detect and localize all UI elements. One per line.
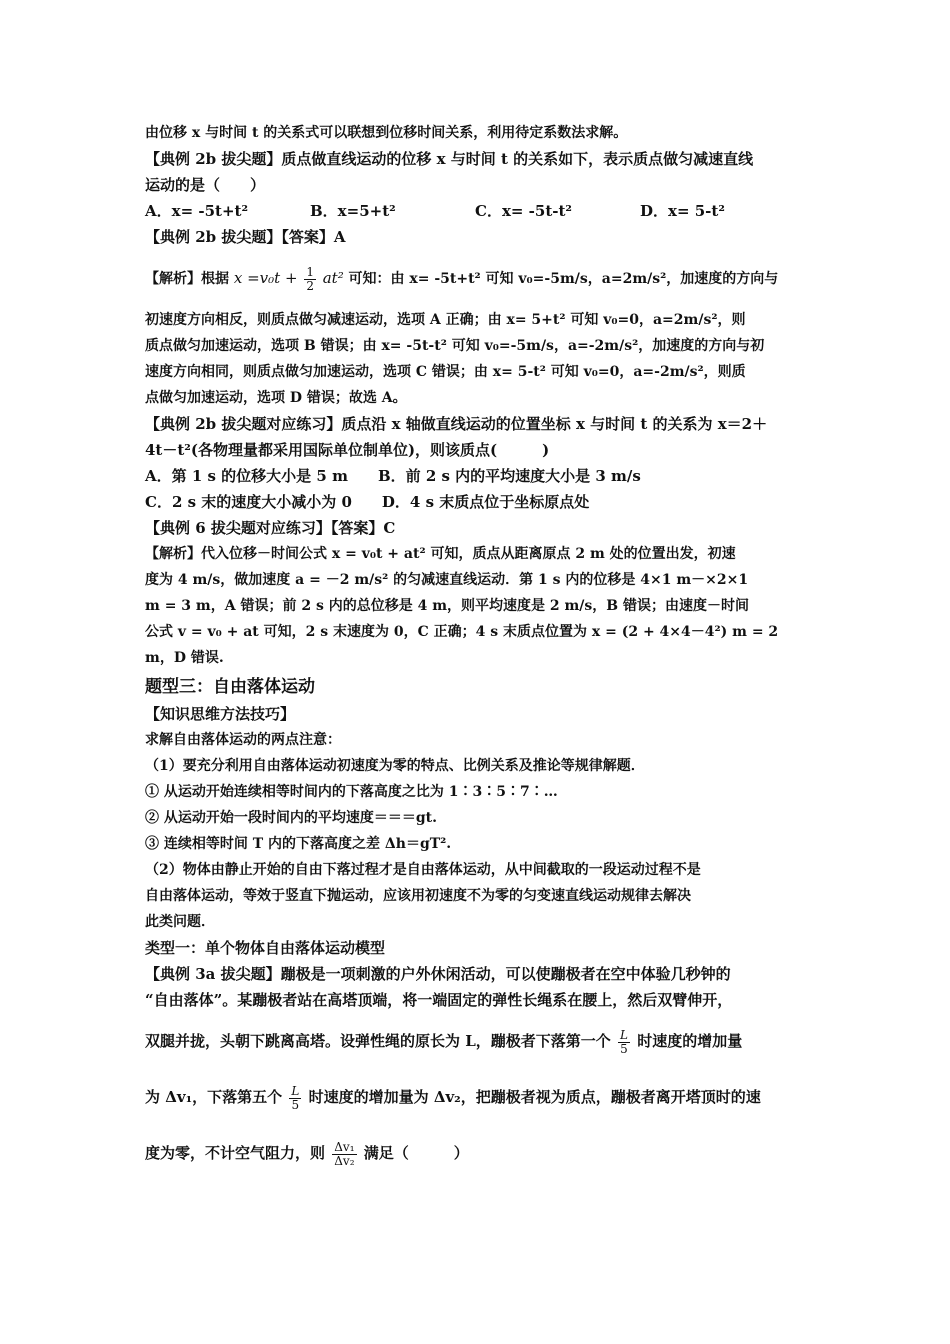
kinematic-formula bbox=[233, 264, 349, 293]
practice-options-cd: C．2 s 末的速度大小减小为 0 D．4 s 末质点位于坐标原点处 bbox=[145, 493, 590, 511]
method-text: 自由落体运动，等效于竖直下抛运动，应该用初速度不为零的匀变速直线运动规律去解决 bbox=[145, 888, 691, 904]
fraction-L-over-5 bbox=[289, 1085, 301, 1112]
option-c: C．x= -5t-t² bbox=[475, 202, 572, 220]
intro-text: 由位移 x 与时间 t 的关系式可以联想到位移时间关系，利用待定系数法求解。 bbox=[145, 125, 628, 141]
option-b: B．x=5+t² bbox=[310, 202, 396, 220]
example-3a-question bbox=[145, 1069, 810, 1125]
option-d: D．x= 5-t² bbox=[640, 202, 725, 220]
analysis-line: 点做匀加速运动，选项 D 错误；故选 A。 bbox=[145, 390, 407, 406]
method-text: ① 从运动开始连续相等时间内的下落高度之比为 1∶3∶5∶7∶… bbox=[145, 784, 558, 800]
practice-options-ab: A．第 1 s 的位移大小是 5 m B．前 2 s 内的平均速度大小是 3 m/s bbox=[145, 467, 641, 485]
document-page bbox=[145, 120, 810, 1181]
practice-analysis-line: 度为 4 m/s，做加速度 a = －2 m/s² 的匀减速直线运动．第 1 s 内的位移是 4×1 m－×2×1 bbox=[145, 572, 749, 588]
question-text: 时速度的增加量 bbox=[637, 1032, 743, 1050]
half-fraction bbox=[304, 266, 316, 293]
frac-num: L bbox=[620, 1027, 628, 1042]
practice-question: 【典例 2b 拔尖题对应练习】质点沿 x 轴做直线运动的位置坐标 x 与时间 t 的关系为 x＝2＋ bbox=[145, 415, 768, 433]
question-text: 时速度的增加量为 Δv₂，把蹦极者视为质点，蹦极者离开塔顶时的速 bbox=[308, 1088, 761, 1106]
analysis-line: 速度方向相同，则质点做匀加速运动，选项 C 错误；由 x= 5-t² 可知 v₀=0，a=-2m/s²，则质 bbox=[145, 364, 746, 380]
method-text: （2）物体由静止开始的自由下落过程才是自由落体运动，从中间截取的一段运动过程不是 bbox=[145, 862, 701, 878]
example-3a-question: “自由落体”。某蹦极者站在高塔顶端，将一端固定的弹性长绳系在腰上，然后双臂伸开， bbox=[145, 991, 733, 1009]
question-text: 为 Δv₁，下落第五个 bbox=[145, 1088, 283, 1106]
example-3a-question: 【典例 3a 拔尖题】蹦极是一项刺激的户外休闲活动，可以使蹦极者在空中体验几秒钟的 bbox=[145, 965, 731, 983]
formula-rhs: at² bbox=[322, 269, 344, 287]
practice-analysis-line: 公式 v = v₀ + at 可知，2 s 末速度为 0，C 正确；4 s 末质点位置为 x = (2 + 4×4－4²) m = 2 bbox=[145, 624, 779, 640]
practice-analysis-line: m = 3 m，A 错误；前 2 s 内的总位移是 4 m，则平均速度是 2 m/s，B 错误；由速度－时间 bbox=[145, 598, 750, 614]
example-3a-question bbox=[145, 1125, 810, 1181]
question-text: 双腿并拢，头朝下跳离高塔。设弹性绳的原长为 L，蹦极者下落第一个 bbox=[145, 1032, 611, 1050]
velocity-ratio-fraction bbox=[332, 1141, 356, 1168]
practice-analysis-line: m，D 错误. bbox=[145, 650, 224, 666]
half-den: 2 bbox=[306, 278, 314, 293]
analysis-line: 初速度方向相反，则质点做匀减速运动，选项 A 正确；由 x= 5+t² 可知 v₀=0，a=2m/s²，则 bbox=[145, 312, 746, 328]
half-num: 1 bbox=[306, 264, 314, 279]
fraction-L-over-5 bbox=[618, 1029, 630, 1056]
ratio-den: Δv₂ bbox=[334, 1153, 355, 1168]
frac-den: 5 bbox=[620, 1041, 628, 1056]
method-text: 此类问题． bbox=[145, 914, 215, 930]
example-3a-question bbox=[145, 1013, 810, 1069]
analysis-line: 质点做匀加速运动，选项 B 错误；由 x= -5t-t² 可知 v₀=-5m/s，a=-2m/s²，加速度的方向与初 bbox=[145, 338, 765, 354]
method-text: ② 从运动开始一段时间内的平均速度＝＝＝gt. bbox=[145, 810, 438, 826]
practice-answer: 【典例 6 拔尖题对应练习】【答案】C bbox=[145, 519, 396, 537]
practice-analysis-line: 【解析】代入位移－时间公式 x = v₀t + at² 可知，质点从距离原点 2 m 处的位置出发，初速 bbox=[145, 546, 736, 562]
option-a: A．x= -5t+t² bbox=[145, 202, 249, 220]
analysis-label: 【解析】根据 bbox=[145, 271, 229, 287]
section-heading: 题型三：自由落体运动 bbox=[145, 677, 315, 697]
method-text: （1）要充分利用自由落体运动初速度为零的特点、比例关系及推论等规律解题． bbox=[145, 758, 645, 774]
question-text: 度为零，不计空气阻力，则 bbox=[145, 1144, 326, 1162]
ratio-num: Δv₁ bbox=[334, 1139, 355, 1154]
example-2b-options bbox=[145, 198, 810, 224]
example-2b-question: 【典例 2b 拔尖题】质点做直线运动的位移 x 与时间 t 的关系如下，表示质点做匀减速直线 bbox=[145, 150, 754, 168]
example-2b-question-cont: 运动的是（ ） bbox=[145, 176, 266, 194]
question-text: 满足（ ） bbox=[363, 1144, 469, 1162]
example-2b-answer: 【典例 2b 拔尖题】【答案】A bbox=[145, 228, 346, 246]
example-2b-analysis-start bbox=[145, 250, 810, 307]
formula-lhs: x =v₀t + bbox=[233, 269, 298, 287]
practice-question-cont: 4t－t²(各物理量都采用国际单位制单位)，则该质点( ) bbox=[145, 441, 550, 459]
method-text: ③ 连续相等时间 T 内的下落高度之差 Δh＝gT². bbox=[145, 836, 452, 852]
frac-den: 5 bbox=[291, 1097, 300, 1112]
analysis-text: 可知：由 x= -5t+t² 可知 v₀=-5m/s，a=2m/s²，加速度的方向与 bbox=[348, 271, 779, 287]
method-text: 求解自由落体运动的两点注意： bbox=[145, 732, 341, 748]
frac-num: L bbox=[291, 1083, 300, 1098]
type-heading: 类型一：单个物体自由落体运动模型 bbox=[145, 939, 386, 957]
method-heading: 【知识思维方法技巧】 bbox=[145, 705, 296, 723]
